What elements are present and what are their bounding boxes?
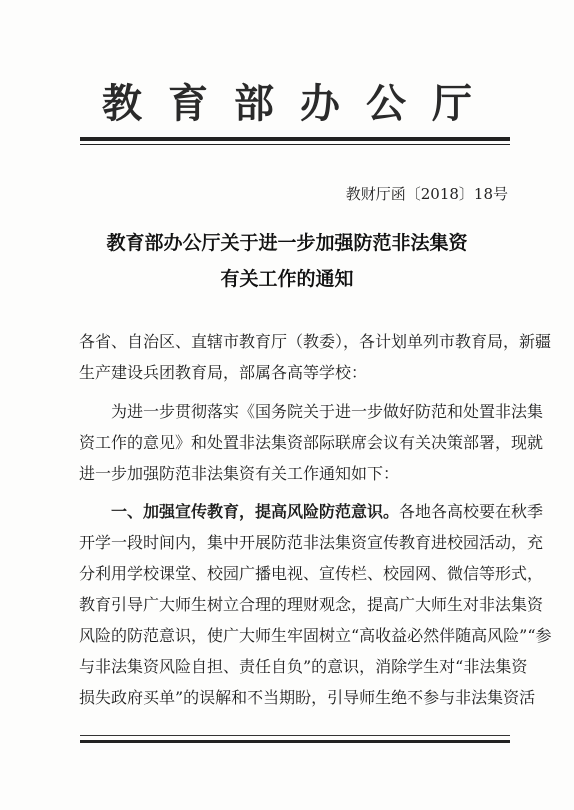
addressee-line2: 生产建设兵团教育局，部属各高等学校： xyxy=(79,363,368,382)
section1-line4: 教育引导广大师生树立合理的理财观念，提高广大师生对非法集资 xyxy=(79,595,544,614)
intro-line2: 资工作的意见》和处置非法集资部际联席会议有关决策部署，现就 xyxy=(79,433,544,452)
section1-heading: 一、加强宣传教育，提高风险防范意识。 xyxy=(111,502,400,521)
footer-rule-thin xyxy=(80,735,510,736)
document-number: 教财厅函〔2018〕18号 xyxy=(345,185,508,203)
section1-line1-rest: 各地各高校要在秋季 xyxy=(399,502,544,521)
intro-line1: 为进一步贯彻落实《国务院关于进一步做好防范和处置非法集 xyxy=(111,402,544,421)
letterhead-org: 教育部办公厅 xyxy=(102,80,498,127)
section1-line5: 风险的防范意识，使广大师生牢固树立“高收益必然伴随高风险”“参 xyxy=(79,626,552,645)
intro-line3: 进一步加强防范非法集资有关工作通知如下： xyxy=(79,464,400,483)
section1-line2: 开学一段时间内，集中开展防范非法集资宣传教育进校园活动，充 xyxy=(79,533,544,552)
document-title-line1: 教育部办公厅关于进一步加强防范非法集资 xyxy=(106,232,468,254)
section1-line3: 分利用学校课堂、校园广播电视、宣传栏、校园网、微信等形式， xyxy=(79,564,544,583)
addressee-line1: 各省、自治区、直辖市教育厅（教委），各计划单列市教育局，新疆 xyxy=(79,332,552,351)
section1-line6: 与非法集资风险自担、责任自负”的意识，消除学生对“非法集资 xyxy=(79,657,528,676)
letterhead-rule-thick xyxy=(80,137,510,141)
footer-rule-thick xyxy=(80,740,510,743)
document-title-line2: 有关工作的通知 xyxy=(220,268,354,290)
section1-line1 xyxy=(111,497,544,528)
letterhead-rule-thin xyxy=(80,144,510,145)
section1-line7: 损失政府买单”的误解和不当期盼，引导师生绝不参与非法集资活 xyxy=(79,688,536,707)
